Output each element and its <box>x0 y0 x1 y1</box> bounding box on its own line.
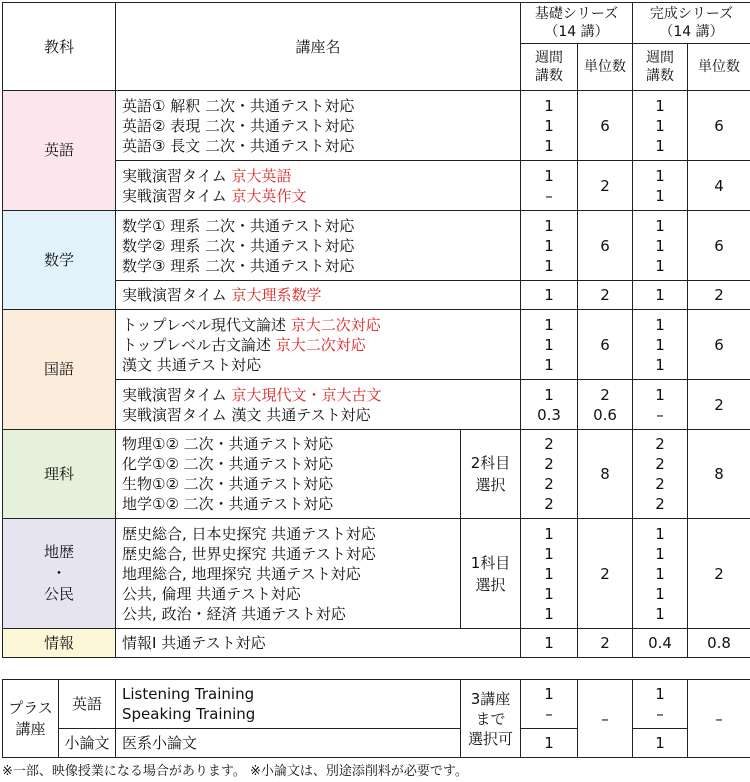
math-kansei-weekly: 1 1 1 <box>633 211 688 281</box>
info-kiso-units: 2 <box>578 629 633 658</box>
english-courses: 英語① 解釈 二次・共通テスト対応 英語② 表現 二次・共通テスト対応 英語③ 長文 二次・共通テスト対応 <box>116 91 521 161</box>
info-course: 情報Ⅰ 共通テスト対応 <box>116 629 521 658</box>
social-kansei-weekly: 1 1 1 1 1 <box>633 519 688 629</box>
english-practice-kiso-weekly: 1 – <box>521 161 578 211</box>
subject-science: 理科 <box>3 430 116 519</box>
subject-social: 地歴 ・ 公民 <box>3 519 116 629</box>
japanese-practice-kiso-units: 2 0.6 <box>578 380 633 430</box>
plus-english-courses: Listening Training Speaking Training <box>116 680 461 729</box>
english-kansei-units: 6 <box>688 91 750 161</box>
science-kiso-weekly: 2 2 2 2 <box>521 430 578 519</box>
plus-kiso-units: – <box>578 680 633 758</box>
math-kiso-units: 6 <box>578 211 633 281</box>
plus-essay-kiso-weekly: 1 <box>521 729 578 758</box>
social-kiso-weekly: 1 1 1 1 1 <box>521 519 578 629</box>
social-selection: 1科目 選択 <box>461 519 521 629</box>
japanese-practice-kansei-units: 2 <box>688 380 750 430</box>
plus-english-subject: 英語 <box>59 680 116 729</box>
header-subject: 教科 <box>3 3 116 91</box>
science-courses: 物理①② 二次・共通テスト対応 化学①② 二次・共通テスト対応 生物①② 二次・共通テスト対応 地学①② 二次・共通テスト対応 <box>116 430 461 519</box>
math-practice-kiso-weekly: 1 <box>521 281 578 310</box>
plus-kansei-units: – <box>688 680 750 758</box>
japanese-kansei-weekly: 1 1 1 <box>633 310 688 380</box>
science-kiso-units: 8 <box>578 430 633 519</box>
science-selection: 2科目 選択 <box>461 430 521 519</box>
japanese-practice-kansei-weekly: 1 – <box>633 380 688 430</box>
social-kiso-units: 2 <box>578 519 633 629</box>
header-kiso-units: 単位数 <box>578 44 633 91</box>
japanese-practice-courses: 実戦演習タイム 京大現代文・京大古文 実戦演習タイム 漢文 共通テスト対応 <box>116 380 521 430</box>
japanese-kiso-weekly: 1 1 1 <box>521 310 578 380</box>
english-kansei-weekly: 1 1 1 <box>633 91 688 161</box>
japanese-courses: トップレベル現代文論述 京大二次対応 トップレベル古文論述 京大二次対応 漢文 共通テスト対応 <box>116 310 521 380</box>
plus-essay-course: 医系小論文 <box>116 729 461 758</box>
course-table <box>2 2 750 658</box>
science-kansei-weekly: 2 2 2 2 <box>633 430 688 519</box>
plus-course-table <box>2 679 750 758</box>
subject-math: 数学 <box>3 211 116 310</box>
math-courses: 数学① 理系 二次・共通テスト対応 数学② 理系 二次・共通テスト対応 数学③ 理系 二次・共通テスト対応 <box>116 211 521 281</box>
english-practice-courses: 実戦演習タイム 京大英語 実戦演習タイム 京大英作文 <box>116 161 521 211</box>
subject-english: 英語 <box>3 91 116 211</box>
header-kansei-series: 完成シリーズ （14 講） <box>633 3 750 44</box>
header-kiso-series: 基礎シリーズ （14 講） <box>521 3 633 44</box>
header-kiso-weekly: 週間 講数 <box>521 44 578 91</box>
plus-essay-kansei-weekly: 1 <box>633 729 688 758</box>
math-practice-kansei-weekly: 1 <box>633 281 688 310</box>
subject-info: 情報 <box>3 629 116 658</box>
math-practice-course: 実戦演習タイム 京大理系数学 <box>116 281 521 310</box>
english-kiso-units: 6 <box>578 91 633 161</box>
header-kansei-units: 単位数 <box>688 44 750 91</box>
info-kiso-weekly: 1 <box>521 629 578 658</box>
plus-essay-subject: 小論文 <box>59 729 116 758</box>
info-kansei-weekly: 0.4 <box>633 629 688 658</box>
subject-japanese: 国語 <box>3 310 116 430</box>
plus-english-kansei-weekly: 1 – <box>633 680 688 729</box>
plus-selection: 3講座 まで 選択可 <box>461 680 521 758</box>
english-practice-kansei-units: 4 <box>688 161 750 211</box>
english-kiso-weekly: 1 1 1 <box>521 91 578 161</box>
science-kansei-units: 8 <box>688 430 750 519</box>
english-practice-kiso-units: 2 <box>578 161 633 211</box>
english-practice-kansei-weekly: 1 1 <box>633 161 688 211</box>
plus-label: プラス 講座 <box>3 680 59 758</box>
japanese-kiso-units: 6 <box>578 310 633 380</box>
japanese-practice-kiso-weekly: 1 0.3 <box>521 380 578 430</box>
plus-english-kiso-weekly: 1 – <box>521 680 578 729</box>
footnote: ※一部、映像授業になる場合があります。 ※小論文は、別途添削料が必要です。 <box>2 764 468 779</box>
japanese-kansei-units: 6 <box>688 310 750 380</box>
social-courses: 歴史総合, 日本史探究 共通テスト対応 歴史総合, 世界史探究 共通テスト対応 地理総合, 地理探究 共通テスト対応 公共, 倫理 共通テスト対応 公共, 政治・経済 共通テスト対応 <box>116 519 461 629</box>
math-practice-kansei-units: 2 <box>688 281 750 310</box>
math-kiso-weekly: 1 1 1 <box>521 211 578 281</box>
social-kansei-units: 2 <box>688 519 750 629</box>
info-kansei-units: 0.8 <box>688 629 750 658</box>
header-course-name: 講座名 <box>116 3 521 91</box>
header-kansei-weekly: 週間 講数 <box>633 44 688 91</box>
math-kansei-units: 6 <box>688 211 750 281</box>
math-practice-kiso-units: 2 <box>578 281 633 310</box>
